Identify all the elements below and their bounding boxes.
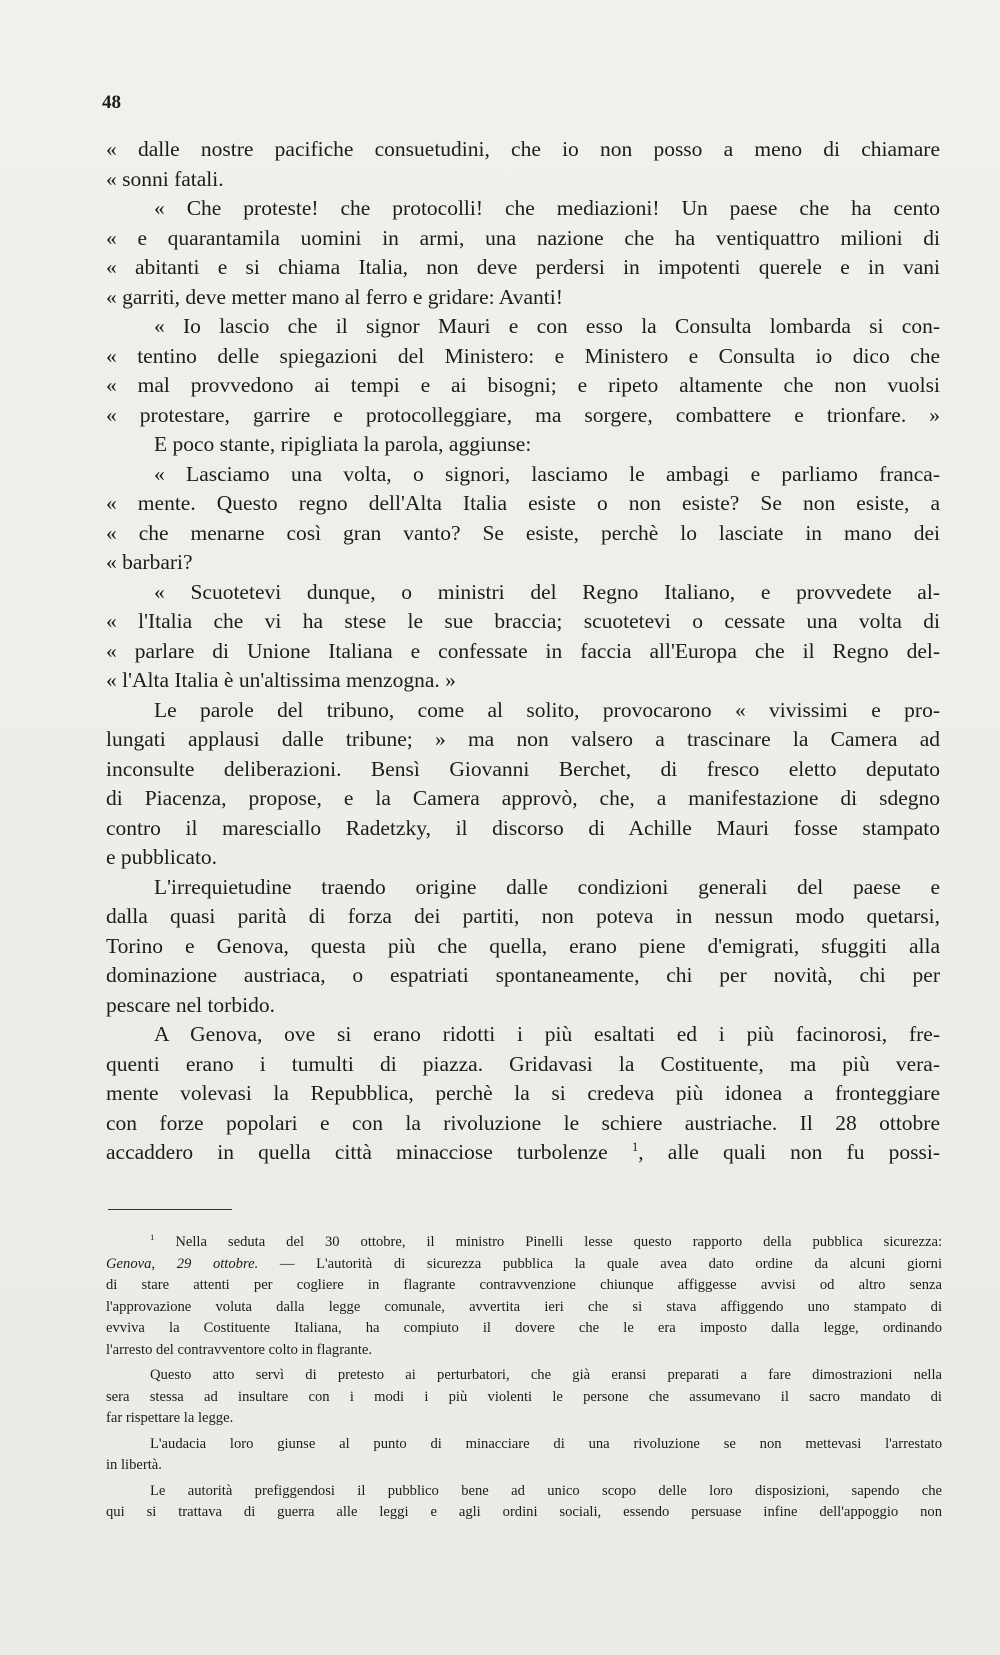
text-fragment: accaddero in quella città minacciose turbolenze: [106, 1140, 632, 1164]
footnote-line: l'arresto del contravventore colto in flagrante.: [106, 1341, 373, 1358]
text-line: « garriti, deve metter mano al ferro e gridare: Avanti!: [106, 284, 563, 309]
footnote-mark: 1: [150, 1232, 155, 1243]
text-line: « l'Alta Italia è un'altissima menzogna. »: [106, 668, 456, 692]
footnote-dateline: Genova, 29 ottobre.: [106, 1255, 259, 1272]
text-line: « barbari?: [106, 550, 193, 574]
text-fragment: , alle quali non fu possi-: [638, 1140, 940, 1164]
text-line: Le parole del tribuno, come al solito, provocarono « vivissimi e pro-: [154, 697, 940, 722]
text-line: « e quarantamila uomini in armi, una nazione che ha ventiquattro milioni di: [106, 225, 940, 250]
text-line: dominazione austriaca, o espatriati spontaneamente, chi per novità, chi per: [106, 963, 940, 987]
body-text: [106, 135, 940, 1168]
footnote-text: — L'autorità di sicurezza pubblica la quale avea dato ordine da alcuni giorni: [258, 1255, 942, 1272]
text-line: « protestare, garrire e protocolleggiare, ma sorgere, combattere e trionfare. »: [106, 402, 940, 427]
text-line: « mente. Questo regno dell'Alta Italia esiste o non esiste? Se non esiste, a: [106, 491, 940, 515]
footnote-line: far rispettare la legge.: [106, 1410, 234, 1426]
footnote-line: l'approvazione voluta dalla legge comunale, avvertita ieri che si stava affiggendo uno stampato di: [106, 1298, 942, 1315]
text-line: « sonni fatali.: [106, 166, 224, 191]
text-line: « dalle nostre pacifiche consuetudini, che io non posso a meno di chiamare: [106, 137, 940, 161]
footnote-line: sera stessa ad insultare con i modi i più violenti le persone che assumevano il sacro mandato di: [106, 1388, 942, 1405]
text-line: « tentino delle spiegazioni del Ministero: e Ministero e Consulta io dico che: [106, 343, 940, 368]
footnote-separator: [108, 1209, 232, 1210]
text-line: E poco stante, ripigliata la parola, aggiunse:: [154, 432, 532, 456]
text-line: « Lasciamo una volta, o signori, lasciamo le ambagi e parliamo franca-: [154, 461, 940, 486]
text-line: di Piacenza, propose, e la Camera approvò, che, a manifestazione di sdegno: [106, 786, 940, 810]
text-line: pescare nel torbido.: [106, 992, 275, 1017]
text-line: quenti erano i tumulti di piazza. Gridavasi la Costituente, ma più vera-: [106, 1051, 940, 1076]
text-line: « Scuotetevi dunque, o ministri del Regno Italiano, e provvedete al-: [154, 579, 940, 604]
footnote-line: Questo atto servì di pretesto ai perturbatori, che già eransi preparati a fare dimostrazioni nella: [150, 1367, 942, 1383]
text-line: L'irrequietudine traendo origine dalle condizioni generali del paese e: [154, 874, 940, 899]
text-line: lungati applausi dalle tribune; » ma non valsero a trascinare la Camera ad: [106, 727, 940, 751]
text-line: « Io lascio che il signor Mauri e con esso la Consulta lombarda si con-: [154, 314, 940, 338]
text-line: « che menarne così gran vanto? Se esiste, perchè lo lasciate in mano dei: [106, 520, 940, 545]
footnote-line: [106, 1232, 942, 1254]
text-line: « parlare di Unione Italiana e confessate in faccia all'Europa che il Regno del-: [106, 638, 940, 663]
text-line: inconsulte deliberazioni. Bensì Giovanni Berchet, di fresco eletto deputato: [106, 756, 940, 781]
footnotes: [106, 1232, 942, 1524]
footnote-line: evviva la Costituente Italiana, ha compiuto il dovere che le era imposto dalla legge, ordinando: [106, 1320, 942, 1336]
text-line: « Che proteste! che protocolli! che mediazioni! Un paese che ha cento: [154, 196, 940, 220]
text-line: A Genova, ove si erano ridotti i più esaltati ed i più facinorosi, fre-: [154, 1022, 940, 1046]
text-line: e pubblicato.: [106, 845, 218, 869]
text-line: dalla quasi parità di forza dei partiti, non poteva in nessun modo quetarsi,: [106, 904, 940, 928]
footnote-line: qui si trattava di guerra alle leggi e agli ordini sociali, essendo persuase infine dell'appoggio non: [106, 1504, 942, 1520]
footnote-line: [106, 1254, 942, 1276]
text-line: contro il maresciallo Radetzky, il discorso di Achille Mauri fosse stampato: [106, 815, 940, 840]
footnote-line: di stare attenti per cogliere in flagrante contravvenzione chiunque affiggesse avvisi od altro senza: [106, 1277, 942, 1293]
footnote-text: Nella seduta del 30 ottobre, il ministro Pinelli lesse questo rapporto della pubblica sicurezza:: [154, 1234, 942, 1250]
text-line: « mal provvedono ai tempi e ai bisogni; e ripeto altamente che non vuolsi: [106, 373, 940, 397]
text-line: « l'Italia che vi ha stese le sue braccia; scuotetevi o cessate una volta di: [106, 609, 940, 633]
footnote-line: in libertà.: [106, 1457, 162, 1473]
footnote-line: L'audacia loro giunse al punto di minacciare di una rivoluzione se non mettevasi l'arrestato: [150, 1435, 942, 1452]
text-line: Torino e Genova, questa più che quella, erano piene d'emigrati, sfuggiti alla: [106, 933, 940, 958]
footnote-reference[interactable]: 1: [631, 1139, 639, 1154]
text-line: « abitanti e si chiama Italia, non deve perdersi in impotenti querele e in vani: [106, 255, 940, 279]
text-line: con forze popolari e con la rivoluzione le schiere austriache. Il 28 ottobre: [106, 1110, 940, 1135]
text-line: [106, 1138, 940, 1168]
footnote-line: Le autorità prefiggendosi il pubblico bene ad unico scopo delle loro disposizioni, sapendo che: [150, 1482, 942, 1499]
text-line: mente volevasi la Repubblica, perchè la si credeva più idonea a fronteggiare: [106, 1081, 940, 1105]
page-number: 48: [102, 92, 121, 113]
